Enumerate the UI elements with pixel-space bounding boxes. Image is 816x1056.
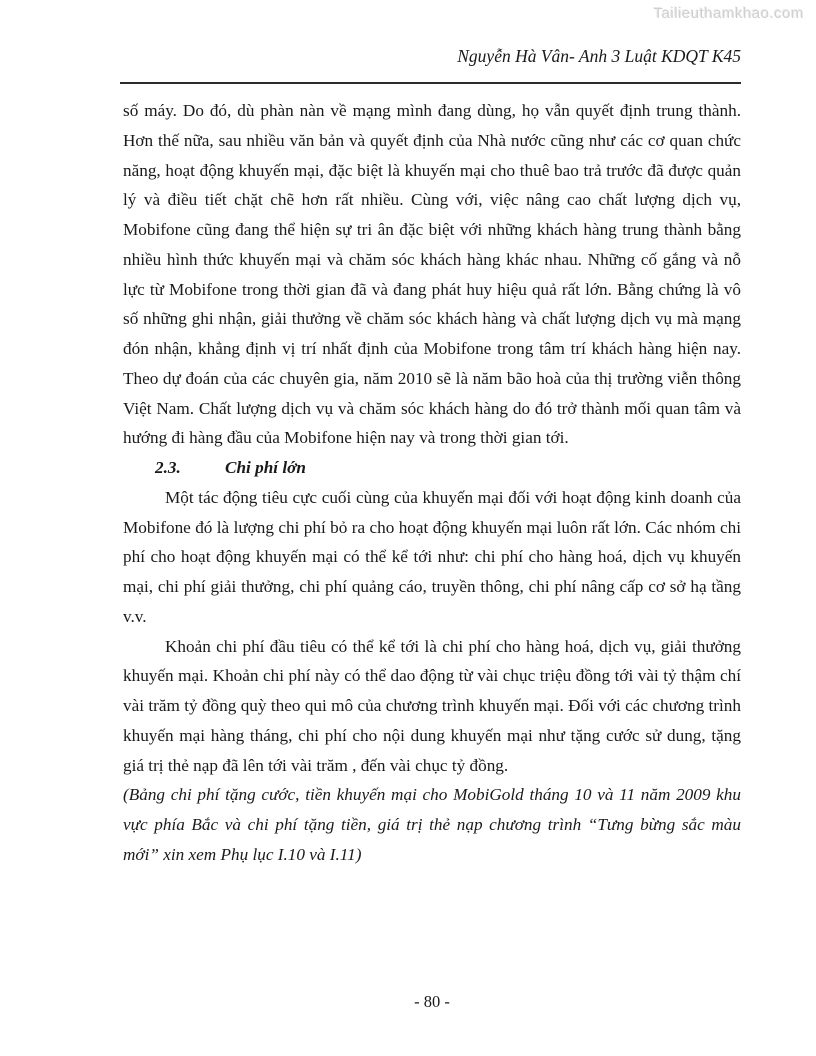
page-header <box>120 0 741 84</box>
page-number: - 80 - <box>414 992 450 1011</box>
section-number: 2.3. <box>155 458 181 477</box>
document-body <box>123 96 741 870</box>
author-header-text: Nguyễn Hà Vân- Anh 3 Luật KDQT K45 <box>457 46 741 66</box>
body-paragraph: Khoản chi phí đầu tiêu có thể kể tới là chi phí cho hàng hoá, dịch vụ, giải thưởng khuyến mại. Khoản chi phí này có thể dao động từ vài chục triệu đồng tới vài tỷ thậm chí vài trăm tỷ đồng quỳ theo qui mô của chương trình khuyến mại. Đối với các chương trình khuyến mại hàng tháng, chi phí cho nội dung khuyến mại như tặng cước sử dung, tặng giá trị thẻ nạp đã lên tới vài trăm , đến vài chục tỷ đồng. <box>123 636 741 775</box>
body-paragraph-continuation: số máy. Do đó, dù phàn nàn về mạng mình đang dùng, họ vẫn quyết định trung thành. Hơn thế nữa, sau nhiều văn bản và quyết định của Nhà nước cũng như các cơ quan chức năng, hoạt động khuyến mại, đặc biệt là khuyến mại cho thuê bao trả trước đã được quản lý và điều tiết chặt chẽ hơn rất nhiều. Cùng với, việc nâng cao chất lượng dịch vụ, Mobifone cũng đang thể hiện sự tri ân đặc biệt với những khách hàng trung thành bằng nhiều hình thức khuyến mại và chăm sóc khách hàng khác nhau. Những cố gắng và nỗ lực từ Mobifone trong thời gian đã và đang phát huy hiệu quả rất lớn. Bằng chứng là vô số những ghi nhận, giải thưởng về chăm sóc khách hàng và chất lượng dịch vụ mà mạng đón nhận, khẳng định vị trí nhất định của Mobifone trong tâm trí khách hàng hiện nay. Theo dự đoán của các chuyên gia, năm 2010 sẽ là năm bão hoà của thị trường viễn thông Việt Nam. Chất lượng dịch vụ và chăm sóc khách hàng do đó trở thành mối quan tâm và hướng đi hàng đầu của Mobifone hiện nay và trong thời gian tới. <box>123 101 741 448</box>
site-watermark: Tailieuthamkhao.com <box>653 5 804 22</box>
section-heading <box>123 453 741 483</box>
appendix-reference-note: (Bảng chi phí tặng cước, tiền khuyến mại cho MobiGold tháng 10 và 11 năm 2009 khu vực phía Bắc và chi phí tặng tiền, giá trị thẻ nạp chương trình “Tưng bừng sắc màu mới” xin xem Phụ lục I.10 và I.11) <box>123 785 741 864</box>
page-footer <box>123 992 741 1012</box>
body-paragraph: Một tác động tiêu cực cuối cùng của khuyến mại đối với hoạt động kinh doanh của Mobifone đó là lượng chi phí bỏ ra cho hoạt động khuyến mại luôn rất lớn. Các nhóm chi phí cho hoạt động khuyến mại có thể kể tới như: chi phí cho hàng hoá, dịch vụ khuyến mại, chi phí giải thưởng, chi phí quảng cáo, truyền thông, chi phí nâng cấp cơ sở hạ tầng v.v. <box>123 487 741 626</box>
section-title: Chi phí lớn <box>225 458 306 477</box>
